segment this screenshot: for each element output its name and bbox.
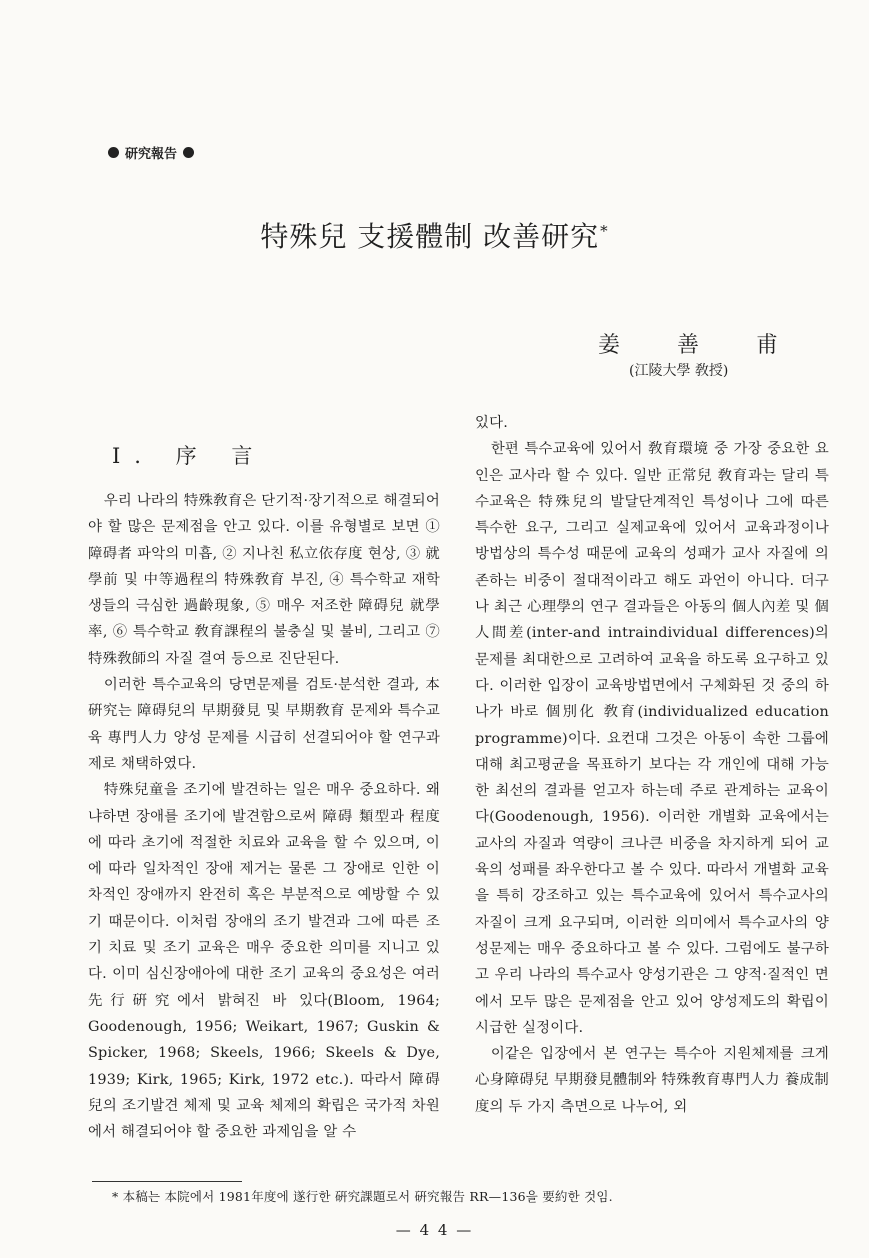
paper-title-block	[0, 215, 869, 255]
body-paragraph: 特殊兒童을 조기에 발견하는 일은 매우 중요하다. 왜냐하면 장애를 조기에 발견함으로써 障碍 類型과 程度에 따라 초기에 적절한 치료와 교육을 할 수 있으며, 이에 따라 일차적인 장애 제거는 물론 그 장애로 인한 이차적인 장애까지 완전히 혹은 부분적으로 예방할 수 있기 때문이다. 이처럼 장애의 조기 발견과 그에 따른 조기 치료 및 조기 교육은 매우 중요한 의미를 지니고 있다. 이미 심신장애아에 대한 조기 교육의 중요성은 여러 先行硏究에서 밝혀진 바 있다(Bloom, 1964; Goodenough, 1956; Weikart, 1967; Guskin & Spicker, 1968; Skeels, 1966; Skeels & Dye, 1939; Kirk, 1965; Kirk, 1972 etc.). 따라서 障碍兒의 조기발견 체제 및 교육 체제의 확립은 국가적 차원에서 해결되어야 할 중요한 과제임을 알 수	[88, 782, 440, 1141]
report-type-label: 研究報告	[125, 147, 178, 162]
paper-title: 特殊兒 支援體制 改善研究	[260, 220, 600, 253]
body-paragraph: 이러한 특수교육의 당면문제를 검토·분석한 결과, 本 硏究는 障碍兒의 早期發見 및 早期敎育 문제와 특수교육 專門人力 양성 문제를 시급히 선결되어야 할 연구과제로 채택하였다.	[88, 677, 440, 772]
author-name	[598, 328, 778, 359]
body-paragraph: 우리 나라의 特殊敎育은 단기적·장기적으로 해결되어야 할 많은 문제점을 안고 있다. 이를 유형별로 보면 ① 障碍者 파악의 미흡, ② 지나친 私立依存度 현상, ③ 就學前 및 中等過程의 特殊敎育 부진, ④ 특수학교 재학생들의 극심한 過齡現象, ⑤ 매우 저조한 障碍兒 就學率, ⑥ 특수학교 敎育課程의 불충실 및 불비, 그리고 ⑦ 特殊敎師의 자질 결여 등으로 진단된다.	[88, 493, 440, 667]
author-char: 姜	[598, 333, 621, 358]
body-paragraph: 한편 특수교육에 있어서 敎育環境 중 가장 중요한 요인은 교사라 할 수 있다. 일반 正常兒 敎育과는 달리 특수교육은 特殊兒의 발달단계적인 특성이나 그에 따른 특수한 요구, 그리고 실제교육에 있어서 교육과정이나 방법상의 특수성 때문에 교육의 성패가 교사 자질에 의존하는 비중이 절대적이라고 해도 과언이 아니다. 더구나 최근 心理學의 연구 결과들은 아동의 個人內差 및 個人間差(inter-and intraindividual differences)의 문제를 최대한으로 고려하여 교육을 하도록 요구하고 있다. 이러한 입장이 교육방법면에서 구체화된 것 중의 하나가 바로 個別化 敎育(individualized education programme)이다. 요컨대 그것은 아동이 속한 그룹에 대해 최고평균을 목표하기 보다는 각 개인에 대해 가능한 최선의 결과를 얻고자 하는데 주로 관계하는 교육이다(Goodenough, 1956). 이러한 개별화 교육에서는 교사의 자질과 역량이 크나큰 비중을 차지하게 되어 교육의 성패를 좌우한다고 볼 수 있다. 따라서 개별화 교육을 특히 강조하고 있는 특수교육에 있어서 특수교사의 자질이 크게 요구되며, 이러한 의미에서 특수교사의 양성문제는 매우 중요하다고 볼 수 있다. 그럼에도 불구하고 우리 나라의 특수교사 양성기관은 그 양적·질적인 면에서 모두 많은 문제점을 안고 있어 양성제도의 확립이 시급한 실정이다.	[475, 441, 829, 1036]
right-column	[475, 410, 829, 1120]
body-paragraph: 이같은 입장에서 본 연구는 특수아 지원체제를 크게 心身障碍兒 早期發見體制와 特殊敎育專門人力 養成制度의 두 가지 측면으로 나누어, 외	[475, 1046, 829, 1115]
author-affiliation: (江陵大學 敎授)	[629, 363, 729, 379]
report-type-tag	[108, 143, 194, 162]
bullet-dot-icon	[108, 147, 119, 158]
footnote: * 本稿는 本院에서 1981年度에 遂行한 硏究課題로서 硏究報告 RR—136을 要約한 것임.	[112, 1189, 613, 1204]
footnote-divider	[92, 1181, 242, 1182]
page-number: — 4 4 —	[395, 1221, 474, 1239]
body-paragraph-continued: 있다.	[475, 415, 508, 431]
bullet-dot-icon	[183, 147, 194, 158]
author-char: 甫	[755, 333, 778, 358]
author-char: 善	[676, 333, 699, 358]
section-heading: Ⅰ. 序 言	[112, 444, 267, 468]
left-column	[88, 488, 440, 1145]
title-footnote-mark: *	[600, 221, 609, 240]
